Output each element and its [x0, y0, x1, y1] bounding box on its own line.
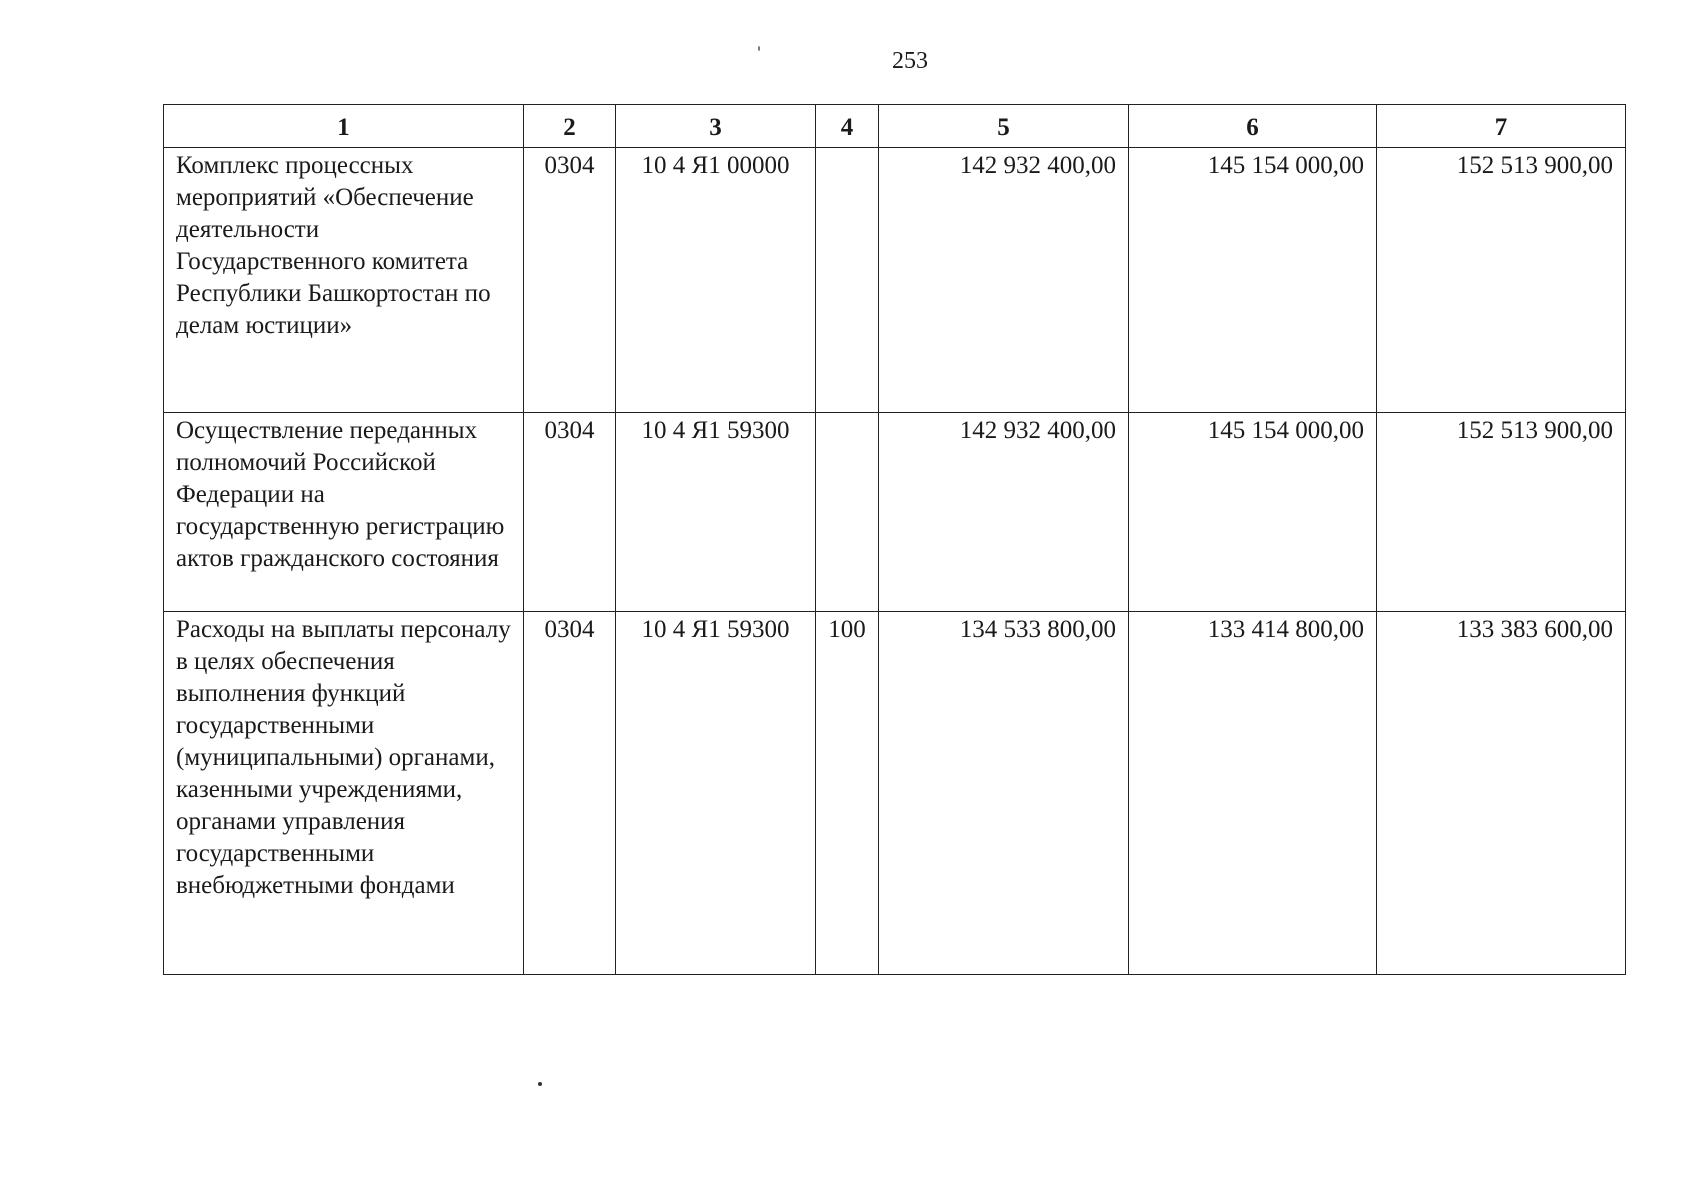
page-number: 253 — [892, 48, 928, 74]
table-row — [164, 612, 1626, 975]
section-code-cell: 0304 — [524, 148, 616, 413]
table-row — [164, 413, 1626, 612]
amount-cell-7: 133 383 600,00 — [1377, 612, 1626, 975]
amount-cell-7: 152 513 900,00 — [1377, 413, 1626, 612]
amount-cell-5: 142 932 400,00 — [879, 148, 1129, 413]
column-header: 6 — [1129, 105, 1377, 148]
expense-type-cell: 100 — [816, 612, 879, 975]
scan-speck — [538, 1082, 542, 1086]
target-article-cell: 10 4 Я1 59300 — [616, 612, 816, 975]
amount-cell-7: 152 513 900,00 — [1377, 148, 1626, 413]
amount-cell-6: 145 154 000,00 — [1129, 413, 1377, 612]
row-name-cell: Комплекс процессных мероприятий «Обеспечение деятельности Государственного комитета Республики Башкортостан по делам юстиции» — [164, 148, 524, 413]
column-header: 3 — [616, 105, 816, 148]
expense-type-cell — [816, 413, 879, 612]
row-name-cell: Осуществление переданных полномочий Российской Федерации на государственную регистрацию актов гражданского состояния — [164, 413, 524, 612]
expense-type-cell — [816, 148, 879, 413]
header-row — [164, 105, 1626, 148]
budget-table — [163, 104, 1626, 975]
section-code-cell: 0304 — [524, 413, 616, 612]
row-name-cell: Расходы на выплаты персоналу в целях обеспечения выполнения функций государственными (муниципальными) органами, казенными учреждениями, органами управления государственными внебюджетными фондами — [164, 612, 524, 975]
column-header: 2 — [524, 105, 616, 148]
scan-speck — [758, 46, 760, 51]
table-row — [164, 148, 1626, 413]
column-header: 4 — [816, 105, 879, 148]
target-article-cell: 10 4 Я1 59300 — [616, 413, 816, 612]
amount-cell-6: 133 414 800,00 — [1129, 612, 1377, 975]
amount-cell-6: 145 154 000,00 — [1129, 148, 1377, 413]
target-article-cell: 10 4 Я1 00000 — [616, 148, 816, 413]
column-header: 1 — [164, 105, 524, 148]
section-code-cell: 0304 — [524, 612, 616, 975]
amount-cell-5: 142 932 400,00 — [879, 413, 1129, 612]
column-header: 7 — [1377, 105, 1626, 148]
amount-cell-5: 134 533 800,00 — [879, 612, 1129, 975]
column-header: 5 — [879, 105, 1129, 148]
